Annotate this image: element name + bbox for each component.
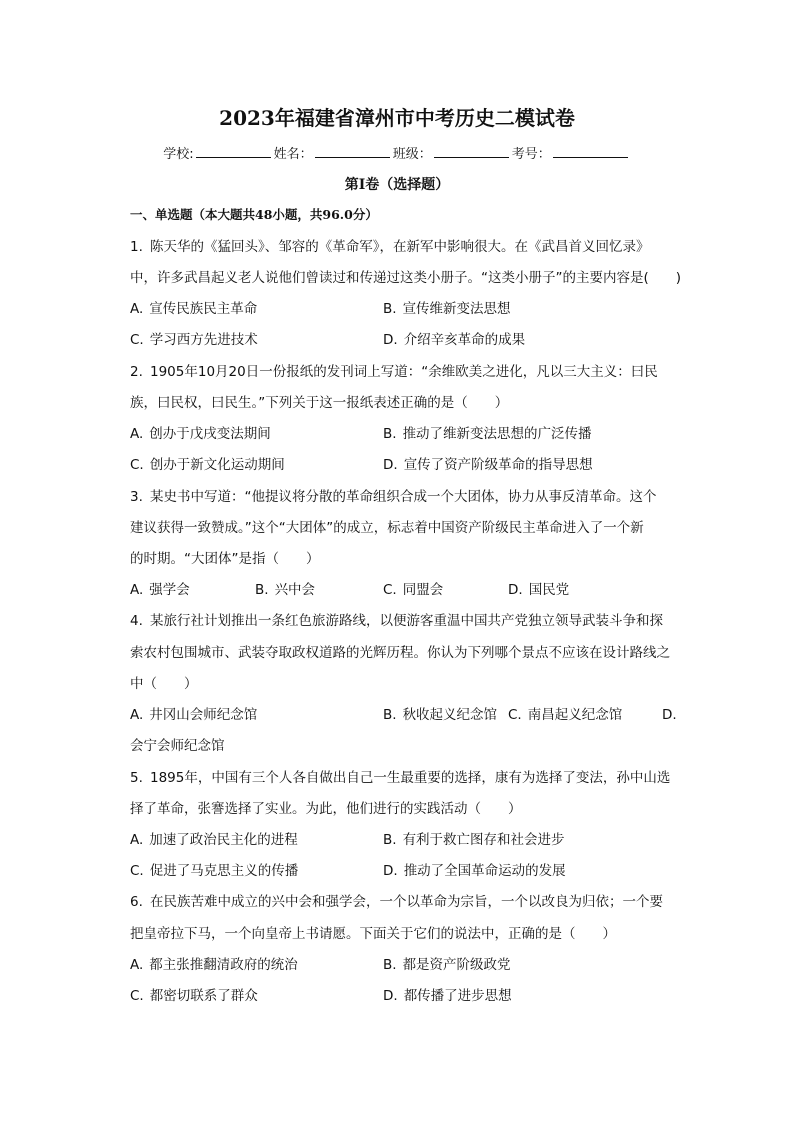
question-3-option-b: B. 兴中会 bbox=[255, 582, 316, 598]
question-2-option-b: B. 推动了维新变法思想的广泛传播 bbox=[383, 426, 592, 442]
question-6-option-c: C. 都密切联系了群众 bbox=[130, 988, 258, 1004]
exam-no-blank bbox=[553, 144, 628, 158]
school-blank bbox=[196, 144, 271, 158]
question-4-line-3: 中（ ） bbox=[130, 676, 198, 692]
question-4-option-a: A. 井冈山会师纪念馆 bbox=[130, 707, 258, 723]
class-blank bbox=[434, 144, 509, 158]
question-6-option-a: A. 都主张推翻清政府的统治 bbox=[130, 957, 298, 973]
page-title: 2023年福建省漳州市中考历史二模试卷 bbox=[219, 106, 575, 130]
school-label: 学校: bbox=[163, 147, 194, 162]
question-2-option-a: A. 创办于戊戌变法期间 bbox=[130, 426, 271, 442]
question-4-option-c: C. 南昌起义纪念馆 bbox=[508, 707, 623, 723]
student-info-line bbox=[0, 144, 794, 165]
question-3-option-c: C. 同盟会 bbox=[383, 582, 444, 598]
question-3-line-2: 建议获得一致赞成。”这个“大团体”的成立，标志着中国资产阶级民主革命进入了一个新 bbox=[130, 520, 644, 536]
question-6-option-d: D. 都传播了进步思想 bbox=[383, 988, 512, 1004]
question-1-option-a: A. 宣传民族民主革命 bbox=[130, 301, 258, 317]
question-2-line-2: 族，曰民权，曰民生。”下列关于这一报纸表述正确的是（ ） bbox=[130, 395, 509, 411]
question-5-number: 5. bbox=[130, 770, 143, 786]
exam-no-label: 考号： bbox=[511, 147, 551, 162]
question-5-option-a: A. 加速了政治民主化的进程 bbox=[130, 832, 298, 848]
question-4-option-d-text: 会宁会师纪念馆 bbox=[130, 738, 225, 754]
question-3-line-3: 的时期。“大团体”是指（ ） bbox=[130, 551, 320, 567]
question-2-number: 2. bbox=[130, 364, 143, 380]
class-label: 班级： bbox=[392, 147, 432, 162]
question-6-line-1: 6. 在民族苦难中成立的兴中会和强学会，一个以革命为宗旨，一个以改良为归依；一个要 bbox=[130, 894, 663, 910]
question-3-number: 3. bbox=[130, 489, 143, 505]
question-5-line-2: 择了革命，张謇选择了实业。为此，他们进行的实践活动（ ） bbox=[130, 801, 522, 817]
question-6-option-b: B. 都是资产阶级政党 bbox=[383, 957, 511, 973]
question-2-line-1: 2. 1905年10月20日一份报纸的发刊词上写道：“余维欧美之进化，凡以三大主义：曰民 bbox=[130, 364, 658, 380]
question-6-line-2: 把皇帝拉下马，一个向皇帝上书请愿。下面关于它们的说法中，正确的是（ ） bbox=[130, 926, 616, 942]
question-4-option-b: B. 秋收起义纪念馆 bbox=[383, 707, 498, 723]
question-5-option-c: C. 促进了马克思主义的传播 bbox=[130, 863, 299, 879]
section-heading: 一、单选题（本大题共48小题，共96.0分） bbox=[130, 207, 378, 222]
part-title: 第Ⅰ卷（选择题） bbox=[344, 177, 450, 193]
question-6-number: 6. bbox=[130, 894, 143, 910]
question-3-option-d: D. 国民党 bbox=[508, 582, 570, 598]
question-1-line-1: 1. 陈天华的《猛回头》、邹容的《革命军》，在新军中影响很大。在《武昌首义回忆录》 bbox=[130, 239, 650, 255]
question-4-line-2: 索农村包围城市、武装夺取政权道路的光辉历程。你认为下列哪个景点不应该在设计路线之 bbox=[130, 645, 670, 661]
question-1-number: 1. bbox=[130, 239, 143, 255]
question-5-option-b: B. 有利于救亡图存和社会进步 bbox=[383, 832, 565, 848]
question-3-line-1: 3. 某史书中写道：“他提议将分散的革命组织合成一个大团体，协力从事反清革命。这个 bbox=[130, 489, 657, 505]
question-5-option-d: D. 推动了全国革命运动的发展 bbox=[383, 863, 566, 879]
question-2-option-d: D. 宣传了资产阶级革命的指导思想 bbox=[383, 457, 593, 473]
question-1-option-d: D. 介绍辛亥革命的成果 bbox=[383, 332, 526, 348]
question-4-line-1: 4. 某旅行社计划推出一条红色旅游路线，以便游客重温中国共产党独立领导武装斗争和探 bbox=[130, 613, 663, 629]
question-3-option-a: A. 强学会 bbox=[130, 582, 190, 598]
question-1-option-b: B. 宣传维新变法思想 bbox=[383, 301, 511, 317]
question-1-line-2: 中，许多武昌起义老人说他们曾读过和传递过这类小册子。“这类小册子”的主要内容是( ) bbox=[130, 270, 682, 286]
question-5-line-1: 5. 1895年，中国有三个人各自做出自己一生最重要的选择，康有为选择了变法，孙中山选 bbox=[130, 770, 671, 786]
question-4-option-d-letter: D. bbox=[662, 707, 677, 723]
question-2-option-c: C. 创办于新文化运动期间 bbox=[130, 457, 285, 473]
name-label: 姓名： bbox=[273, 147, 313, 162]
question-4-number: 4. bbox=[130, 613, 143, 629]
question-1-option-c: C. 学习西方先进技术 bbox=[130, 332, 258, 348]
name-blank bbox=[315, 144, 390, 158]
